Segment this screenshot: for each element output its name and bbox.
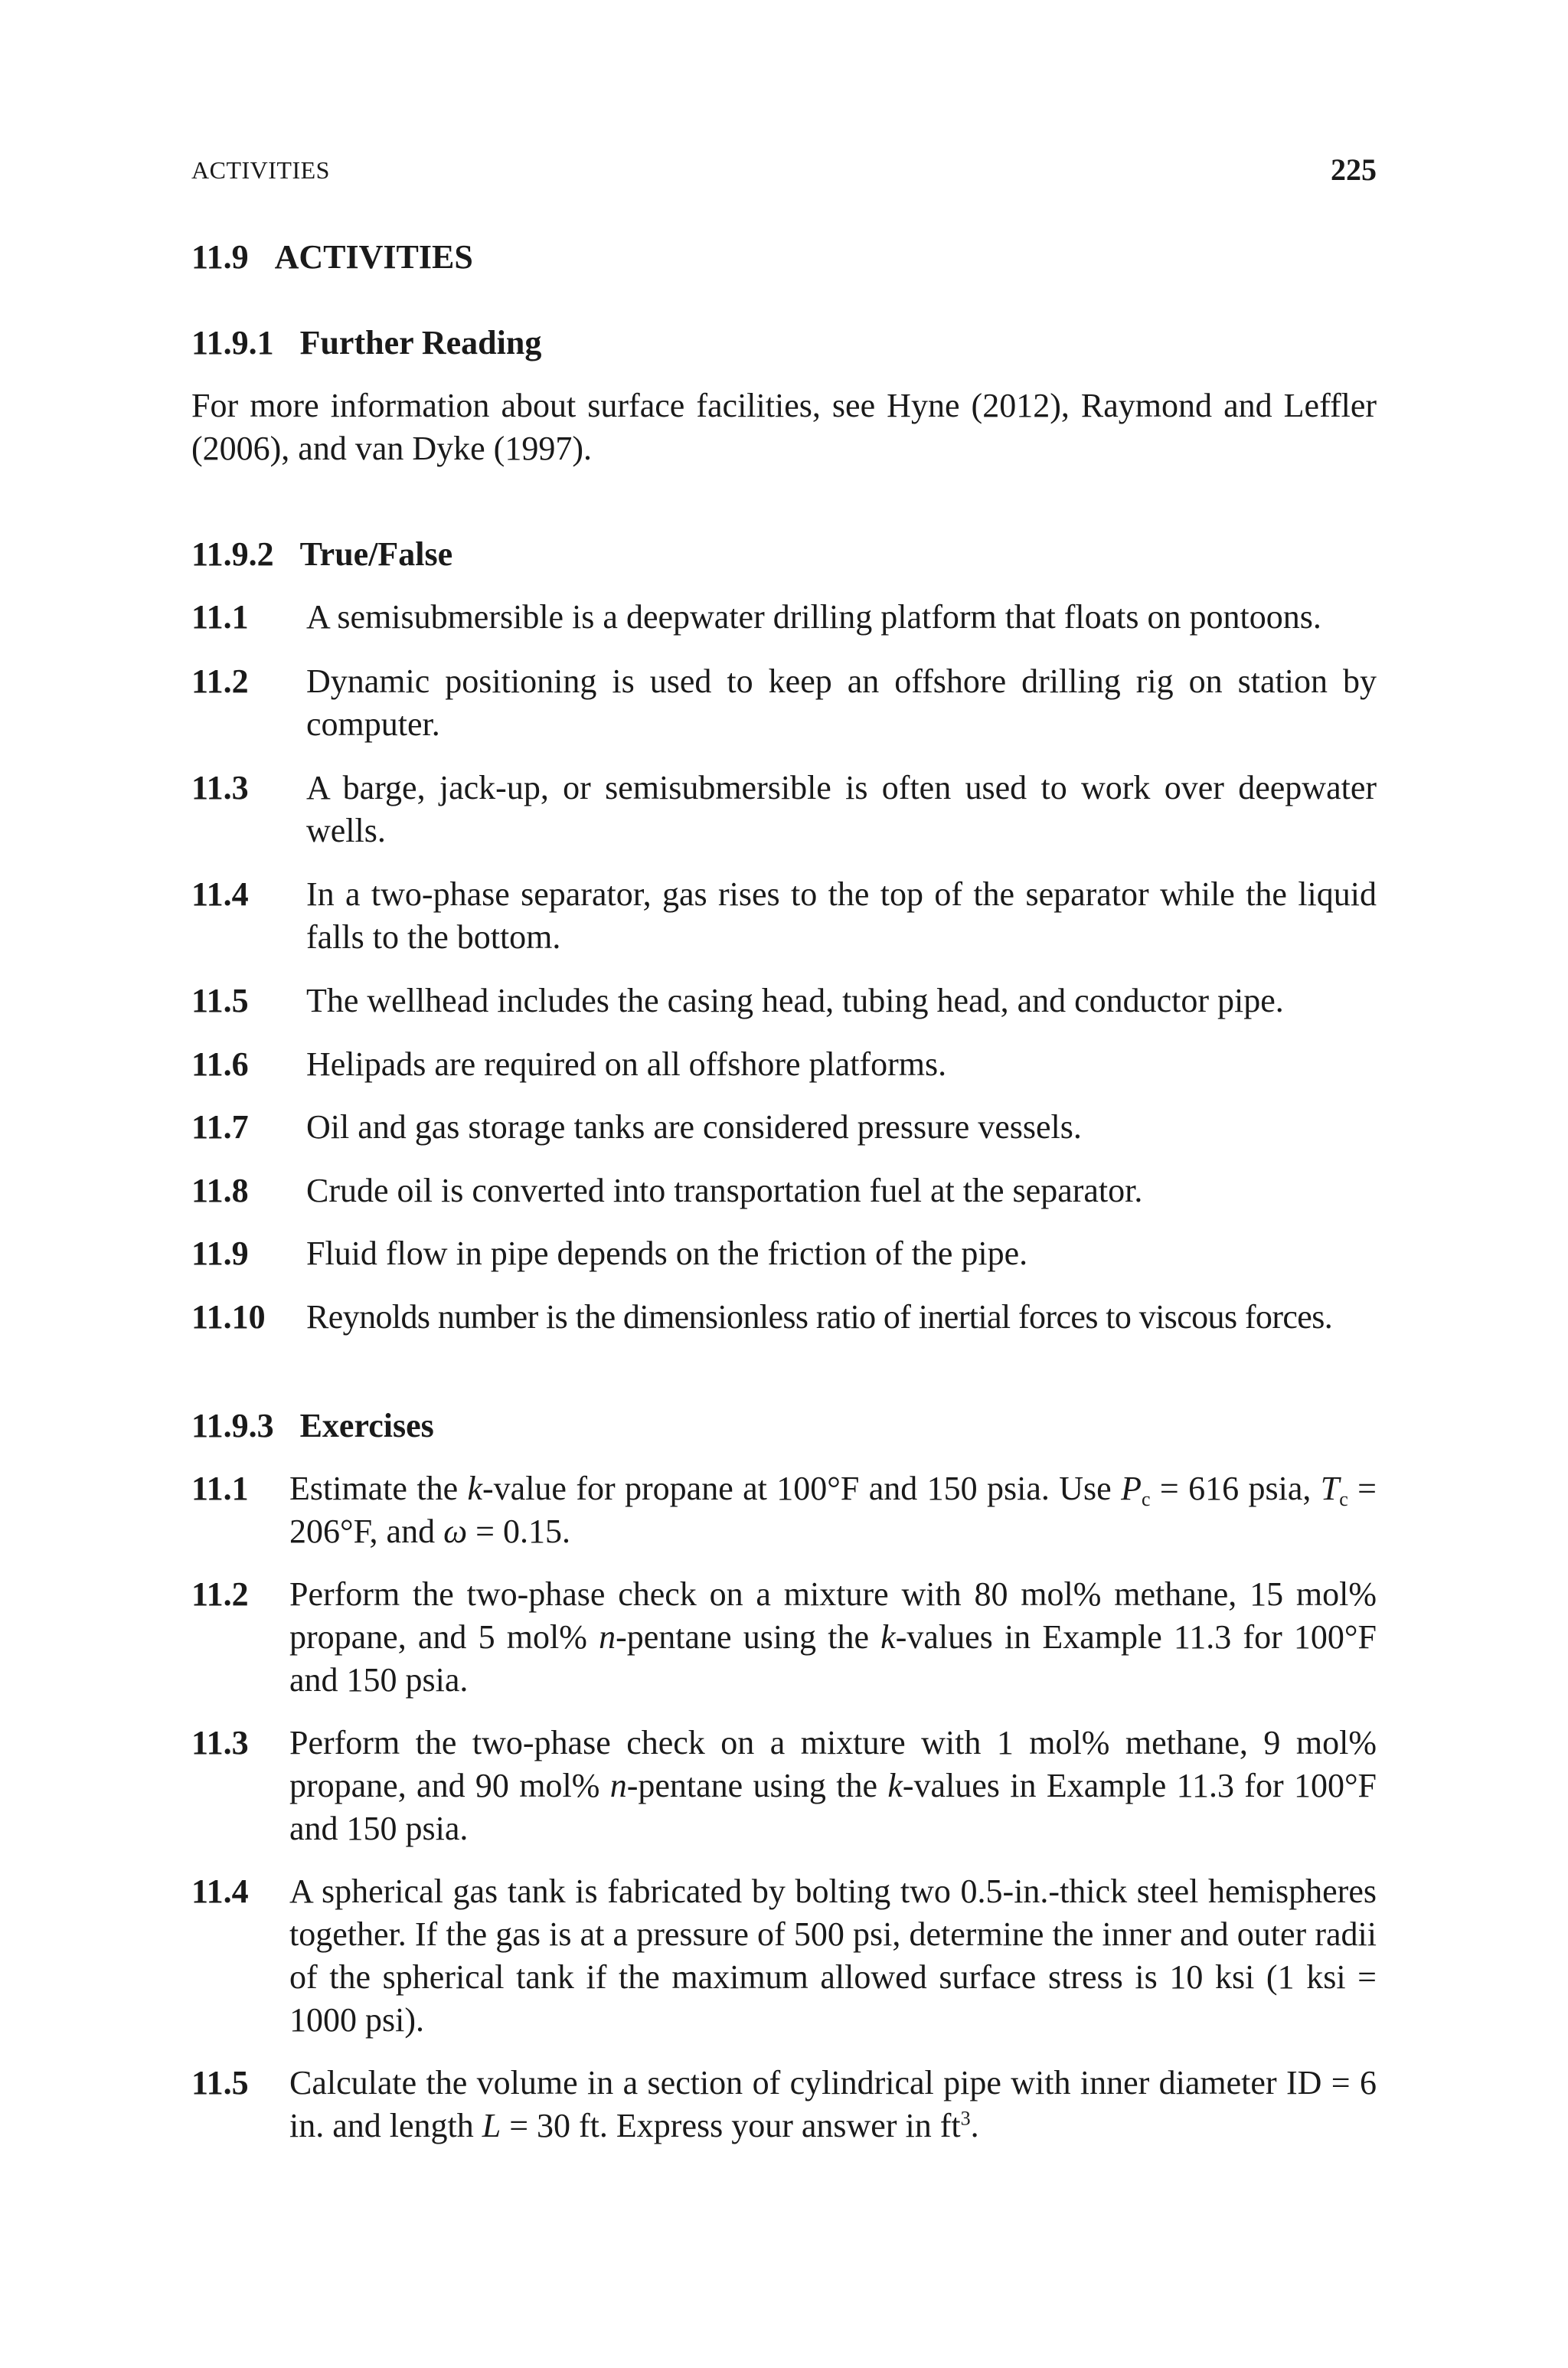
item-number: 11.3 bbox=[191, 769, 249, 806]
exercise-item bbox=[191, 1870, 1377, 2042]
item-text: Estimate the k-value for propane at 100°F and 150 psia. Use $P_c = 616$ psia, $T_c = 206^\circ F$, and ω = 0.15. bbox=[289, 1470, 1377, 1550]
exercise-item bbox=[191, 2062, 1377, 2147]
item-text: Perform the two-phase check on a mixture with 80 mol% methane, 15 mol% propane, and 5 mol% n-pentane using the k-values in Example 11.3 for 100°F and 150 psia. bbox=[289, 1575, 1377, 1699]
subsection-number: 11.9.3 bbox=[191, 1407, 274, 1444]
item-text: Dynamic positioning is used to keep an offshore drilling rig on station by computer. bbox=[306, 662, 1377, 743]
true-false-item bbox=[191, 980, 1377, 1022]
item-number: 11.10 bbox=[191, 1298, 266, 1336]
true-false-item bbox=[191, 660, 1377, 746]
true-false-item bbox=[191, 1043, 1377, 1086]
item-number: 11.1 bbox=[191, 1470, 249, 1507]
item-text: Helipads are required on all offshore platforms. bbox=[306, 1045, 947, 1083]
item-text: Calculate the volume in a section of cylindrical pipe with inner diameter ID = 6 in. and length L = 30 ft. Express your answer in $ft^3$. bbox=[289, 2064, 1377, 2144]
item-number: 11.9 bbox=[191, 1235, 249, 1272]
running-head bbox=[191, 152, 1377, 195]
section-heading bbox=[191, 237, 473, 276]
item-number: 11.6 bbox=[191, 1045, 249, 1083]
item-number: 11.5 bbox=[191, 982, 249, 1019]
running-head-title: ACTIVITIES bbox=[191, 156, 330, 184]
item-text: Reynolds number is the dimensionless ratio of inertial forces to viscous forces. bbox=[306, 1298, 1333, 1336]
item-text: Crude oil is converted into transportation fuel at the separator. bbox=[306, 1172, 1143, 1209]
true-false-item bbox=[191, 1169, 1377, 1212]
item-text: A spherical gas tank is fabricated by bolting two 0.5-in.-thick steel hemispheres together. If the gas is at a pressure of 500 psi, determine the inner and outer radii of the spherical tank if the maximum allowed surface stress is 10 ksi (1 ksi = 1000 psi). bbox=[289, 1872, 1377, 2039]
item-text: A barge, jack-up, or semisubmersible is often used to work over deepwater wells. bbox=[306, 769, 1377, 849]
item-number: 11.3 bbox=[191, 1724, 249, 1761]
item-text: The wellhead includes the casing head, tubing head, and conductor pipe. bbox=[306, 982, 1284, 1019]
item-text: Perform the two-phase check on a mixture with 1 mol% methane, 9 mol% propane, and 90 mol% n-pentane using the k-values in Example 11.3 for 100°F and 150 psia. bbox=[289, 1724, 1377, 1847]
exercise-item bbox=[191, 1722, 1377, 1850]
subsection-title: True/False bbox=[299, 535, 453, 573]
item-text: A semisubmersible is a deepwater drilling platform that floats on pontoons. bbox=[306, 598, 1321, 636]
section-number: 11.9 bbox=[191, 238, 249, 276]
page-number: 225 bbox=[1331, 152, 1377, 187]
section-title: ACTIVITIES bbox=[274, 238, 473, 276]
item-text: Fluid flow in pipe depends on the friction of the pipe. bbox=[306, 1235, 1028, 1272]
item-number: 11.2 bbox=[191, 662, 249, 700]
true-false-item bbox=[191, 873, 1377, 959]
item-number: 11.7 bbox=[191, 1108, 249, 1146]
item-number: 11.8 bbox=[191, 1172, 249, 1209]
true-false-item bbox=[191, 767, 1377, 852]
true-false-item bbox=[191, 1106, 1377, 1149]
subsection-number: 11.9.2 bbox=[191, 535, 274, 573]
further-reading-text: For more information about surface facilities, see Hyne (2012), Raymond and Leffler (2006), and van Dyke (1997). bbox=[191, 387, 1377, 467]
item-text: In a two-phase separator, gas rises to the top of the separator while the liquid falls to the bottom. bbox=[306, 875, 1377, 956]
true-false-heading bbox=[191, 535, 452, 574]
item-text: Oil and gas storage tanks are considered pressure vessels. bbox=[306, 1108, 1082, 1146]
true-false-item bbox=[191, 1232, 1377, 1275]
exercises-heading bbox=[191, 1406, 434, 1445]
item-number: 11.4 bbox=[191, 1872, 249, 1910]
true-false-item bbox=[191, 1296, 1377, 1339]
exercise-item bbox=[191, 1573, 1377, 1702]
subsection-title: Further Reading bbox=[299, 324, 542, 361]
exercise-item bbox=[191, 1467, 1377, 1553]
further-reading-heading bbox=[191, 323, 541, 362]
item-number: 11.2 bbox=[191, 1575, 249, 1613]
item-number: 11.4 bbox=[191, 875, 249, 913]
subsection-title: Exercises bbox=[299, 1407, 434, 1444]
item-number: 11.5 bbox=[191, 2064, 249, 2101]
true-false-item bbox=[191, 596, 1377, 639]
item-number: 11.1 bbox=[191, 598, 249, 636]
subsection-number: 11.9.1 bbox=[191, 324, 274, 361]
